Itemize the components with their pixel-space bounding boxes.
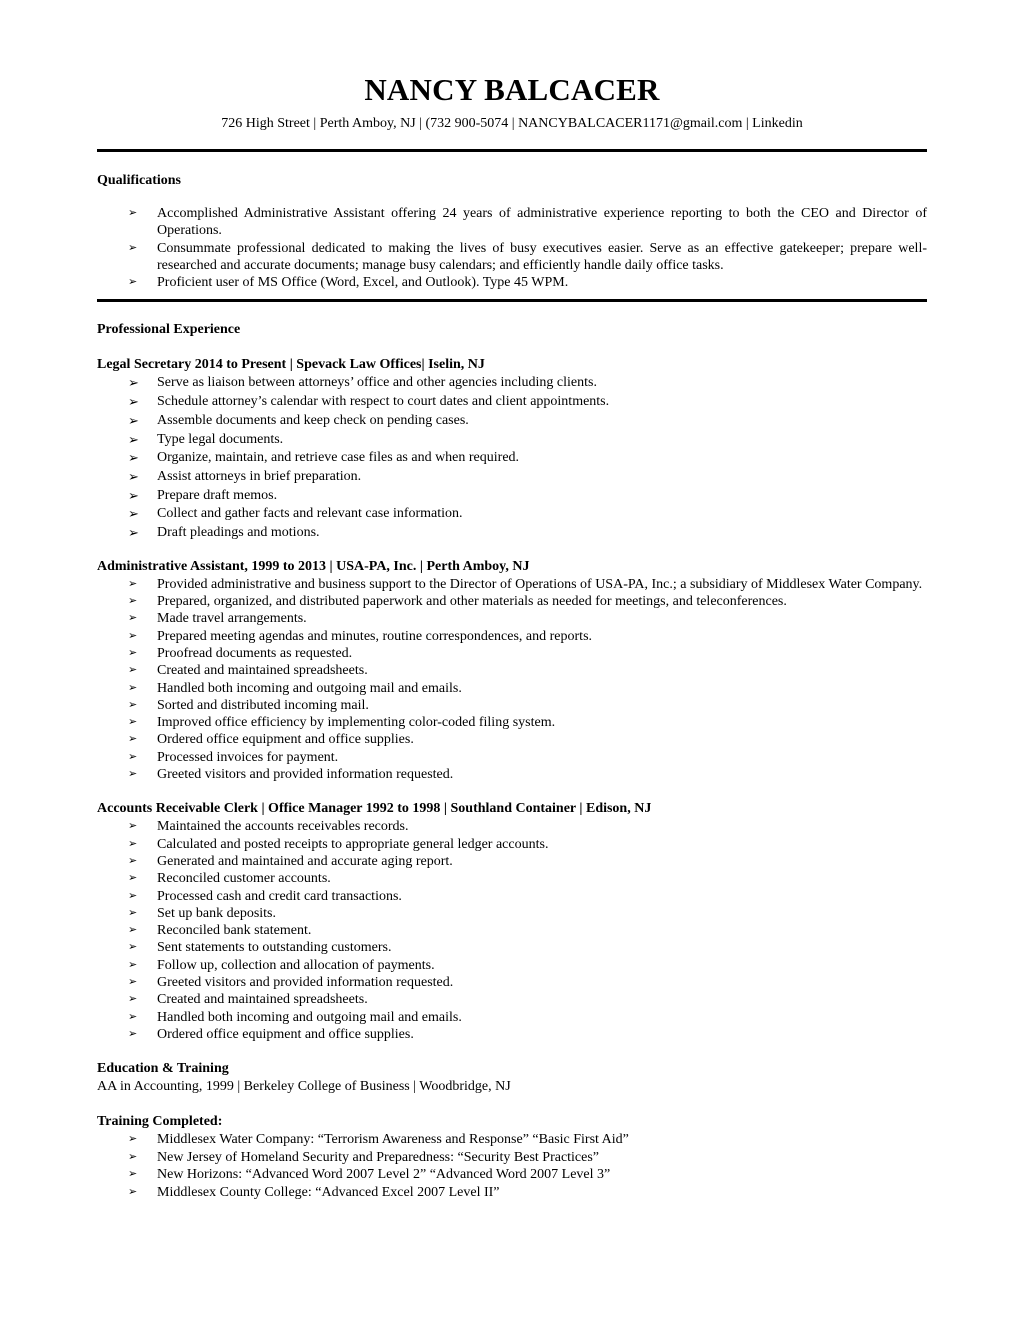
arrow-bullet-icon: ➢ xyxy=(128,612,138,625)
arrow-bullet-icon: ➢ xyxy=(128,1027,138,1040)
list-item: ➢ Handled both incoming and outgoing mail and emails. xyxy=(128,1009,462,1025)
arrow-bullet-icon: ➢ xyxy=(128,958,138,971)
list-item: ➢ Middlesex Water Company: “Terrorism Awareness and Response” “Basic First Aid” xyxy=(128,1132,629,1148)
list-item: ➢ Sorted and distributed incoming mail. xyxy=(128,697,369,713)
arrow-bullet-icon: ➢ xyxy=(128,854,138,867)
job-duties-list xyxy=(97,818,927,1043)
arrow-bullet-icon: ➢ xyxy=(128,976,138,989)
list-item: ➢ Type legal documents. xyxy=(97,431,927,450)
candidate-name: NANCY BALCACER xyxy=(364,72,660,107)
job-duties-list xyxy=(97,374,927,542)
list-item: ➢ Consummate professional dedicated to making the lives of busy executives easier. Serve as an effective gatekeeper; prepare well-researched and accurate documents; manage busy calendars; and efficiently handle daily office tasks. xyxy=(128,240,927,273)
list-item: ➢ New Jersey of Homeland Security and Preparedness: “Security Best Practices” xyxy=(128,1149,600,1165)
arrow-bullet-icon: ➢ xyxy=(128,276,138,289)
list-item: ➢ Handled both incoming and outgoing mail and emails. xyxy=(128,680,462,696)
arrow-bullet-icon: ➢ xyxy=(128,577,138,590)
contact-line: 726 High Street | Perth Amboy, NJ | (732 900-5074 | NANCYBALCACER1171@gmail.com | Linkedin xyxy=(221,116,803,131)
list-item: ➢ Reconciled customer accounts. xyxy=(128,871,331,887)
list-item: ➢ Provided administrative and business support to the Director of Operations of USA-PA, Inc.; a subsidiary of Middlesex Water Company. xyxy=(128,576,923,592)
resume-page xyxy=(97,72,927,1201)
arrow-bullet-icon: ➢ xyxy=(128,768,138,781)
list-item: ➢ Created and maintained spreadsheets. xyxy=(128,992,368,1008)
training-heading: Training Completed: xyxy=(97,1114,223,1130)
arrow-bullet-icon: ➢ xyxy=(128,733,138,746)
list-item: ➢ Processed invoices for payment. xyxy=(128,749,339,765)
training-list xyxy=(97,1131,927,1201)
arrow-bullet-icon: ➢ xyxy=(128,487,139,503)
list-item: ➢ Schedule attorney’s calendar with respect to court dates and client appointments. xyxy=(97,393,927,412)
arrow-bullet-icon: ➢ xyxy=(128,1168,138,1181)
arrow-bullet-icon: ➢ xyxy=(128,664,138,677)
list-item: ➢ Greeted visitors and provided information requested. xyxy=(128,975,454,991)
list-item: ➢ Reconciled bank statement. xyxy=(128,923,312,939)
header-divider xyxy=(97,149,927,152)
list-item: ➢ Organize, maintain, and retrieve case files as and when required. xyxy=(97,449,927,468)
list-item: ➢ Created and maintained spreadsheets. xyxy=(128,663,368,679)
list-item: ➢ Ordered office equipment and office supplies. xyxy=(128,732,414,748)
list-item: ➢ Sent statements to outstanding customers. xyxy=(128,940,392,956)
list-item: ➢ Prepared meeting agendas and minutes, routine correspondences, and reports. xyxy=(128,628,593,644)
arrow-bullet-icon: ➢ xyxy=(128,1010,138,1023)
arrow-bullet-icon: ➢ xyxy=(128,1150,138,1163)
list-item: ➢ Calculated and posted receipts to appropriate general ledger accounts. xyxy=(128,836,549,852)
arrow-bullet-icon: ➢ xyxy=(128,450,139,466)
list-item: ➢ Generated and maintained and accurate aging report. xyxy=(128,853,453,869)
arrow-bullet-icon: ➢ xyxy=(128,698,138,711)
list-item: ➢ Prepared, organized, and distributed paperwork and other materials as needed for meetings, and teleconferences. xyxy=(128,594,787,610)
arrow-bullet-icon: ➢ xyxy=(128,629,138,642)
arrow-bullet-icon: ➢ xyxy=(128,241,138,254)
arrow-bullet-icon: ➢ xyxy=(128,820,138,833)
list-item: ➢ Follow up, collection and allocation of payments. xyxy=(128,957,435,973)
qualifications-list xyxy=(97,205,927,291)
list-item: ➢ Assemble documents and keep check on pending cases. xyxy=(97,412,927,431)
arrow-bullet-icon: ➢ xyxy=(128,906,138,919)
job-title-accounts-receivable-clerk: Accounts Receivable Clerk | Office Manager 1992 to 1998 | Southland Container | Edison, NJ xyxy=(97,801,652,817)
list-item: ➢ Improved office efficiency by implementing color-coded filing system. xyxy=(128,715,556,731)
arrow-bullet-icon: ➢ xyxy=(128,412,139,428)
arrow-bullet-icon: ➢ xyxy=(128,647,138,659)
arrow-bullet-icon: ➢ xyxy=(128,924,138,937)
list-item: ➢ Proficient user of MS Office (Word, Excel, and Outlook). Type 45 WPM. xyxy=(128,275,569,291)
list-item: ➢ Assist attorneys in brief preparation. xyxy=(97,468,927,487)
list-item: ➢ Accomplished Administrative Assistant offering 24 years of administrative experience reporting to both the CEO and Director of Operations. xyxy=(128,206,927,239)
list-item: ➢ Middlesex County College: “Advanced Excel 2007 Level II” xyxy=(128,1184,500,1200)
job-duties-list xyxy=(97,576,927,784)
arrow-bullet-icon: ➢ xyxy=(128,375,139,391)
experience-heading: Professional Experience xyxy=(97,322,241,338)
education-degree: AA in Accounting, 1999 | Berkeley College of Business | Woodbridge, NJ xyxy=(97,1079,511,1095)
arrow-bullet-icon: ➢ xyxy=(128,716,138,729)
arrow-bullet-icon: ➢ xyxy=(128,681,138,694)
job-title-administrative-assistant: Administrative Assistant, 1999 to 2013 | USA-PA, Inc. | Perth Amboy, NJ xyxy=(97,558,530,574)
qualifications-heading: Qualifications xyxy=(97,173,182,188)
list-item: ➢ Collect and gather facts and relevant case information. xyxy=(97,505,927,524)
list-item: ➢ New Horizons: “Advanced Word 2007 Level 2” “Advanced Word 2007 Level 3” xyxy=(128,1167,611,1183)
list-item: ➢ Serve as liaison between attorneys’ office and other agencies including clients. xyxy=(97,374,927,393)
education-heading: Education & Training xyxy=(97,1061,229,1077)
list-item: ➢ Ordered office equipment and office supplies. xyxy=(128,1026,414,1042)
arrow-bullet-icon: ➢ xyxy=(128,889,138,902)
arrow-bullet-icon: ➢ xyxy=(128,207,138,219)
list-item: ➢ Processed cash and credit card transactions. xyxy=(128,888,402,904)
arrow-bullet-icon: ➢ xyxy=(128,837,138,850)
arrow-bullet-icon: ➢ xyxy=(128,469,139,484)
arrow-bullet-icon: ➢ xyxy=(128,595,138,608)
arrow-bullet-icon: ➢ xyxy=(128,941,138,954)
arrow-bullet-icon: ➢ xyxy=(128,1133,138,1146)
arrow-bullet-icon: ➢ xyxy=(128,993,138,1006)
list-item: ➢ Set up bank deposits. xyxy=(128,905,276,921)
list-item: ➢ Draft pleadings and motions. xyxy=(97,524,927,543)
list-item: ➢ Made travel arrangements. xyxy=(128,611,307,627)
qualifications-divider xyxy=(97,299,927,302)
arrow-bullet-icon: ➢ xyxy=(128,394,139,410)
arrow-bullet-icon: ➢ xyxy=(128,525,139,541)
job-title-legal-secretary: Legal Secretary 2014 to Present | Spevack Law Offices| Iselin, NJ xyxy=(97,357,485,373)
arrow-bullet-icon: ➢ xyxy=(128,1185,138,1198)
arrow-bullet-icon: ➢ xyxy=(128,872,138,885)
list-item: ➢ Greeted visitors and provided information requested. xyxy=(128,767,454,783)
arrow-bullet-icon: ➢ xyxy=(128,506,139,522)
list-item: ➢ Prepare draft memos. xyxy=(97,487,927,506)
list-item: ➢ Maintained the accounts receivables records. xyxy=(128,819,409,835)
arrow-bullet-icon: ➢ xyxy=(128,431,139,447)
list-item: ➢ Proofread documents as requested. xyxy=(128,646,353,661)
arrow-bullet-icon: ➢ xyxy=(128,750,138,763)
